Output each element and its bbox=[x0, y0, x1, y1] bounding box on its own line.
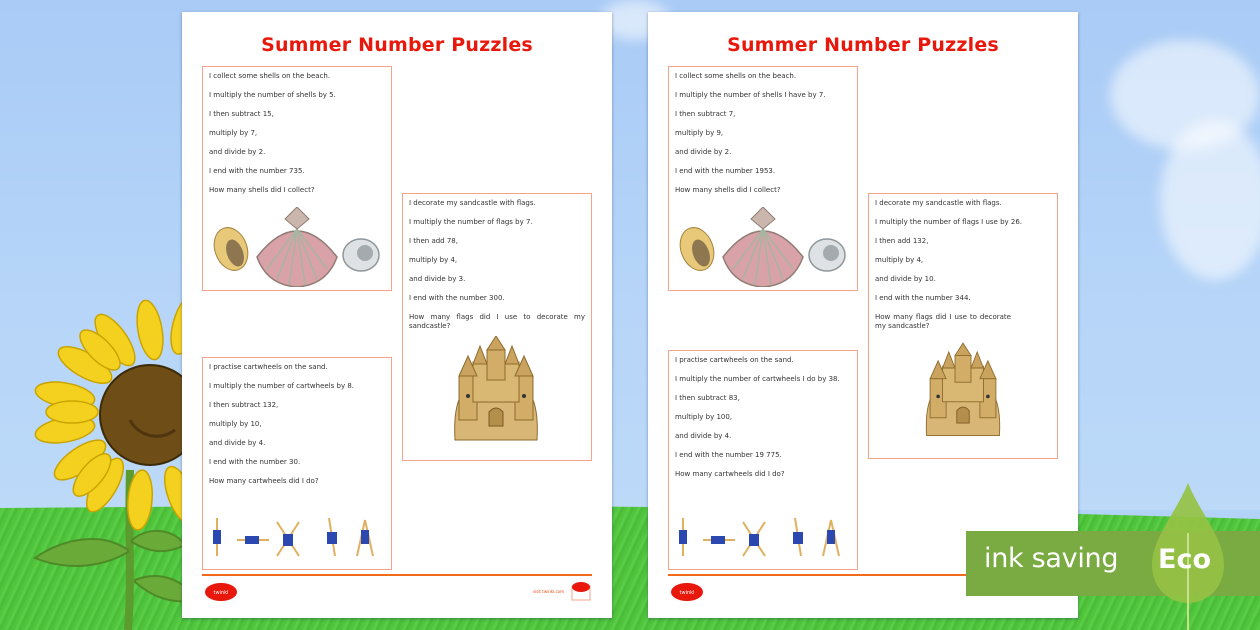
puzzle-line: and divide by 2. bbox=[209, 148, 266, 156]
svg-text:twinkl: twinkl bbox=[679, 590, 695, 596]
puzzle-line: and divide by 4. bbox=[209, 439, 266, 447]
puzzle-line: multiply by 10, bbox=[209, 420, 262, 428]
worksheet-right bbox=[648, 12, 1078, 618]
seashells-icon bbox=[675, 207, 851, 287]
puzzle-line: I end with the number 19 775. bbox=[675, 451, 782, 459]
puzzle-line: I decorate my sandcastle with flags. bbox=[409, 199, 536, 207]
puzzle-box-cartwheels bbox=[202, 357, 392, 570]
sunflower-icon bbox=[0, 290, 200, 630]
puzzle-line: and divide by 4. bbox=[675, 432, 732, 440]
puzzle-line: I multiply the number of shells by 5. bbox=[209, 91, 336, 99]
puzzle-line: multiply by 4, bbox=[875, 256, 924, 264]
puzzle-line: I practise cartwheels on the sand. bbox=[209, 363, 328, 371]
puzzle-line: I end with the number 1953. bbox=[675, 167, 776, 175]
puzzle-line: I collect some shells on the beach. bbox=[209, 72, 331, 80]
puzzle-box-sandcastle bbox=[402, 193, 592, 461]
puzzle-question: How many cartwheels did I do? bbox=[209, 477, 319, 485]
puzzle-line: I multiply the number of cartwheels by 8. bbox=[209, 382, 355, 390]
puzzle-box-sandcastle bbox=[868, 193, 1058, 459]
worksheet-left bbox=[182, 12, 612, 618]
puzzle-line: and divide by 3. bbox=[409, 275, 466, 283]
puzzle-line: I then subtract 83, bbox=[675, 394, 740, 402]
puzzle-line: multiply by 100, bbox=[675, 413, 733, 421]
puzzle-line: I then add 78, bbox=[409, 237, 458, 245]
footer-url: visit twinkl.com bbox=[532, 589, 564, 594]
seashells-icon bbox=[209, 207, 385, 287]
puzzle-question: How many flags did I use to decorate my sandcastle? bbox=[875, 313, 1011, 330]
sandcastle-icon bbox=[451, 336, 541, 446]
puzzle-line: I multiply the number of flags by 7. bbox=[409, 218, 533, 226]
puzzle-line: and divide by 2. bbox=[675, 148, 732, 156]
puzzle-line: I collect some shells on the beach. bbox=[675, 72, 797, 80]
footer-rule bbox=[202, 574, 592, 576]
puzzle-line: I end with the number 344. bbox=[875, 294, 971, 302]
cartwheel-gymnasts-icon bbox=[207, 516, 383, 564]
sandcastle-icon bbox=[923, 342, 1003, 442]
twinkl-badge-icon bbox=[570, 580, 592, 602]
puzzle-question: How many flags did I use to decorate my sandcastle? bbox=[409, 313, 585, 330]
puzzle-line: I end with the number 300. bbox=[409, 294, 505, 302]
puzzle-line: I multiply the number of shells I have by 7. bbox=[675, 91, 826, 99]
puzzle-line: multiply by 4, bbox=[409, 256, 458, 264]
puzzle-question: How many shells did I collect? bbox=[209, 186, 315, 194]
puzzle-line: I multiply the number of cartwheels I do by 38. bbox=[675, 375, 840, 383]
sheet-title: Summer Number Puzzles bbox=[261, 34, 533, 56]
puzzle-line: I then subtract 15, bbox=[209, 110, 274, 118]
puzzle-line: and divide by 10. bbox=[875, 275, 936, 283]
puzzle-line: multiply by 9, bbox=[675, 129, 724, 137]
twinkl-logo-icon bbox=[204, 582, 238, 602]
puzzle-line: I practise cartwheels on the sand. bbox=[675, 356, 794, 364]
puzzle-line: I decorate my sandcastle with flags. bbox=[875, 199, 1002, 207]
puzzle-line: I then subtract 132, bbox=[209, 401, 279, 409]
puzzle-box-cartwheels bbox=[668, 350, 858, 570]
puzzle-line: I multiply the number of flags I use by 26. bbox=[875, 218, 1023, 226]
twinkl-logo-icon bbox=[670, 582, 704, 602]
cartwheel-gymnasts-icon bbox=[673, 516, 849, 564]
eco-label: Eco bbox=[1158, 544, 1211, 575]
puzzle-line: I then add 132, bbox=[875, 237, 929, 245]
puzzle-question: How many shells did I collect? bbox=[675, 186, 781, 194]
svg-text:twinkl: twinkl bbox=[213, 590, 229, 596]
sheet-title: Summer Number Puzzles bbox=[727, 34, 999, 56]
ink-saving-label: ink saving bbox=[984, 543, 1119, 574]
puzzle-line: I end with the number 735. bbox=[209, 167, 305, 175]
puzzle-line: I end with the number 30. bbox=[209, 458, 301, 466]
puzzle-question: How many cartwheels did I do? bbox=[675, 470, 785, 478]
puzzle-box-shells bbox=[668, 66, 858, 291]
cloud bbox=[1160, 120, 1260, 280]
puzzle-line: multiply by 7, bbox=[209, 129, 258, 137]
puzzle-line: I then subtract 7, bbox=[675, 110, 736, 118]
puzzle-box-shells bbox=[202, 66, 392, 291]
